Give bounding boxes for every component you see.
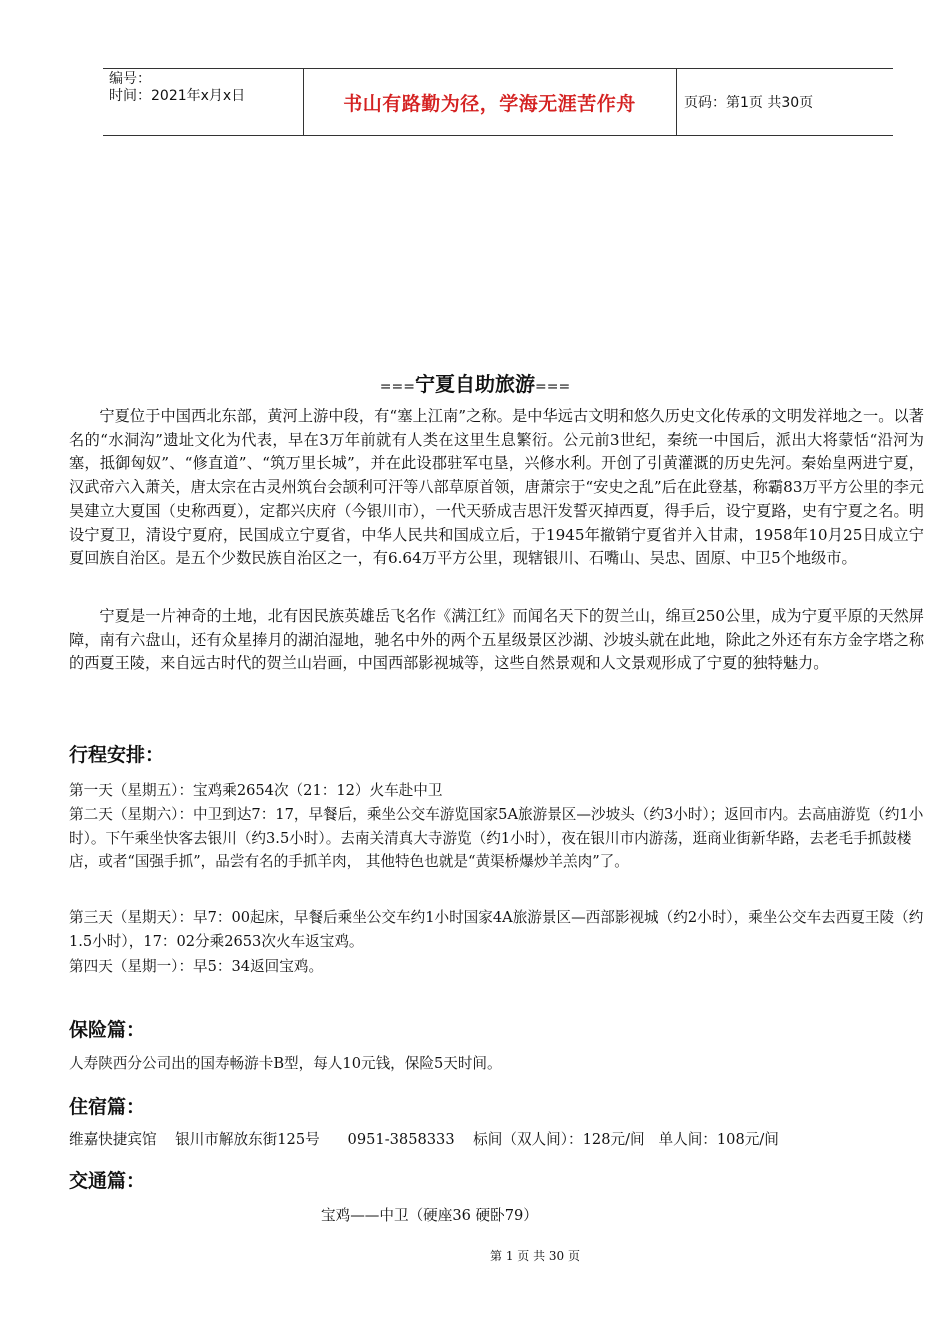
itinerary-day-4: 第四天（星期一）：早5：34返回宝鸡。 (69, 958, 324, 975)
insurance-text: 人寿陕西分公司出的国寿畅游卡B型，每人10元钱，保险5天时间。 (69, 1055, 502, 1072)
intro-paragraph-2: 宁夏是一片神奇的土地，北有因民族英雄岳飞名作《满江红》而闻名天下的贺兰山，绵亘250公里，成为宁夏平原的天然屏障，南有六盘山，还有众星捧月的湖泊湿地，驰名中外的两个五星级景区沙湖、沙坡头就在此地，除此之外还有东方金字塔之称的西夏王陵，来自远古时代的贺兰山岩画，中国西部影视城等，这些自然景观和人文景观形成了宁夏的独特魅力。 (69, 607, 924, 673)
lodging-heading: 住宿篇： (69, 1096, 146, 1118)
itinerary-day-3: 第三天（星期天）：早7：00起床，早餐后乘坐公交车约1小时国家4A旅游景区—西部影视城（约2小时），乘坐公交车去西夏王陵（约1.5小时），17：02分乘2653次火车返宝鸡。 (69, 909, 924, 950)
header-page-cell (676, 69, 893, 135)
transport-heading: 交通篇： (69, 1170, 146, 1192)
header-motto-cell (303, 69, 677, 135)
serial-label: 编号： (109, 71, 151, 87)
page-footer: 第 1 页 共 30 页 (490, 1249, 580, 1263)
transport-text: 宝鸡——中卫（硬座36 硬卧79） (321, 1207, 538, 1224)
itinerary-day-2: 第二天（星期六）：中卫到达7：17，早餐后，乘坐公交车游览国家5A旅游景区—沙坡头（约3小时）；返回市内。去高庙游览（约1小时）。下午乘坐快客去银川（约3.5小时）。去南关清真大寺游览（约1小时），夜在银川市内游荡，逛商业街新华路，去老毛手抓鼓楼店，或者“国强手抓”，品尝有名的手抓羊肉， 其他特色也就是“黄渠桥爆炒羊羔肉”了。 (69, 806, 924, 871)
lodging-text: 维嘉快捷宾馆 银川市解放东街125号 0951-3858333 标间（双人间）：128元/间 单人间：108元/间 (69, 1131, 779, 1148)
title-prefix: === (379, 379, 415, 395)
itinerary-heading: 行程安排： (69, 744, 165, 766)
time-label: 时间：2021年x月x日 (109, 88, 246, 104)
title-suffix: === (535, 379, 571, 395)
document-title (0, 368, 950, 397)
document-header (103, 68, 893, 136)
motto-text: 书山有路勤为径，学海无涯苦作舟 (343, 92, 636, 115)
intro-paragraph-1: 宁夏位于中国西北东部，黄河上游中段，有“塞上江南”之称。是中华远古文明和悠久历史文化传承的文明发祥地之一。以著名的“水洞沟”遗址文化为代表，早在3万年前就有人类在这里生息繁衍。公元前3世纪，秦统一中国后，派出大将蒙恬“沿河为塞，抵御匈奴”、“修直道”、“筑万里长城”，并在此设郡驻军屯垦，兴修水利。开创了引黄灌溉的历史先河。秦始皇两进宁夏，汉武帝六入萧关，唐太宗在古灵州筑台会颉利可汗等八部草原首领，唐萧宗于“安史之乱”后在此登基，称霸83万平方公里的李元昊建立大夏国（史称西夏），定都兴庆府（今银川市），一代天骄成吉思汗发誓灭掉西夏，得手后，设宁夏路，史有宁夏之名。明设宁夏卫，清设宁夏府，民国成立宁夏省，中华人民共和国成立后，于1945年撤销宁夏省并入甘肃，1958年10月25日成立宁夏回族自治区。是五个少数民族自治区之一，有6.64万平方公里，现辖银川、石嘴山、吴忠、固原、中卫5个地级市。 (69, 407, 924, 568)
insurance-heading: 保险篇： (69, 1019, 146, 1041)
itinerary-day-1: 第一天（星期五）：宝鸡乘2654次（21：12）火车赴中卫 (69, 782, 443, 799)
header-meta-cell (103, 69, 304, 135)
title-text: 宁夏自助旅游 (415, 372, 535, 396)
header-page-number: 页码：第1页 共30页 (684, 95, 814, 111)
